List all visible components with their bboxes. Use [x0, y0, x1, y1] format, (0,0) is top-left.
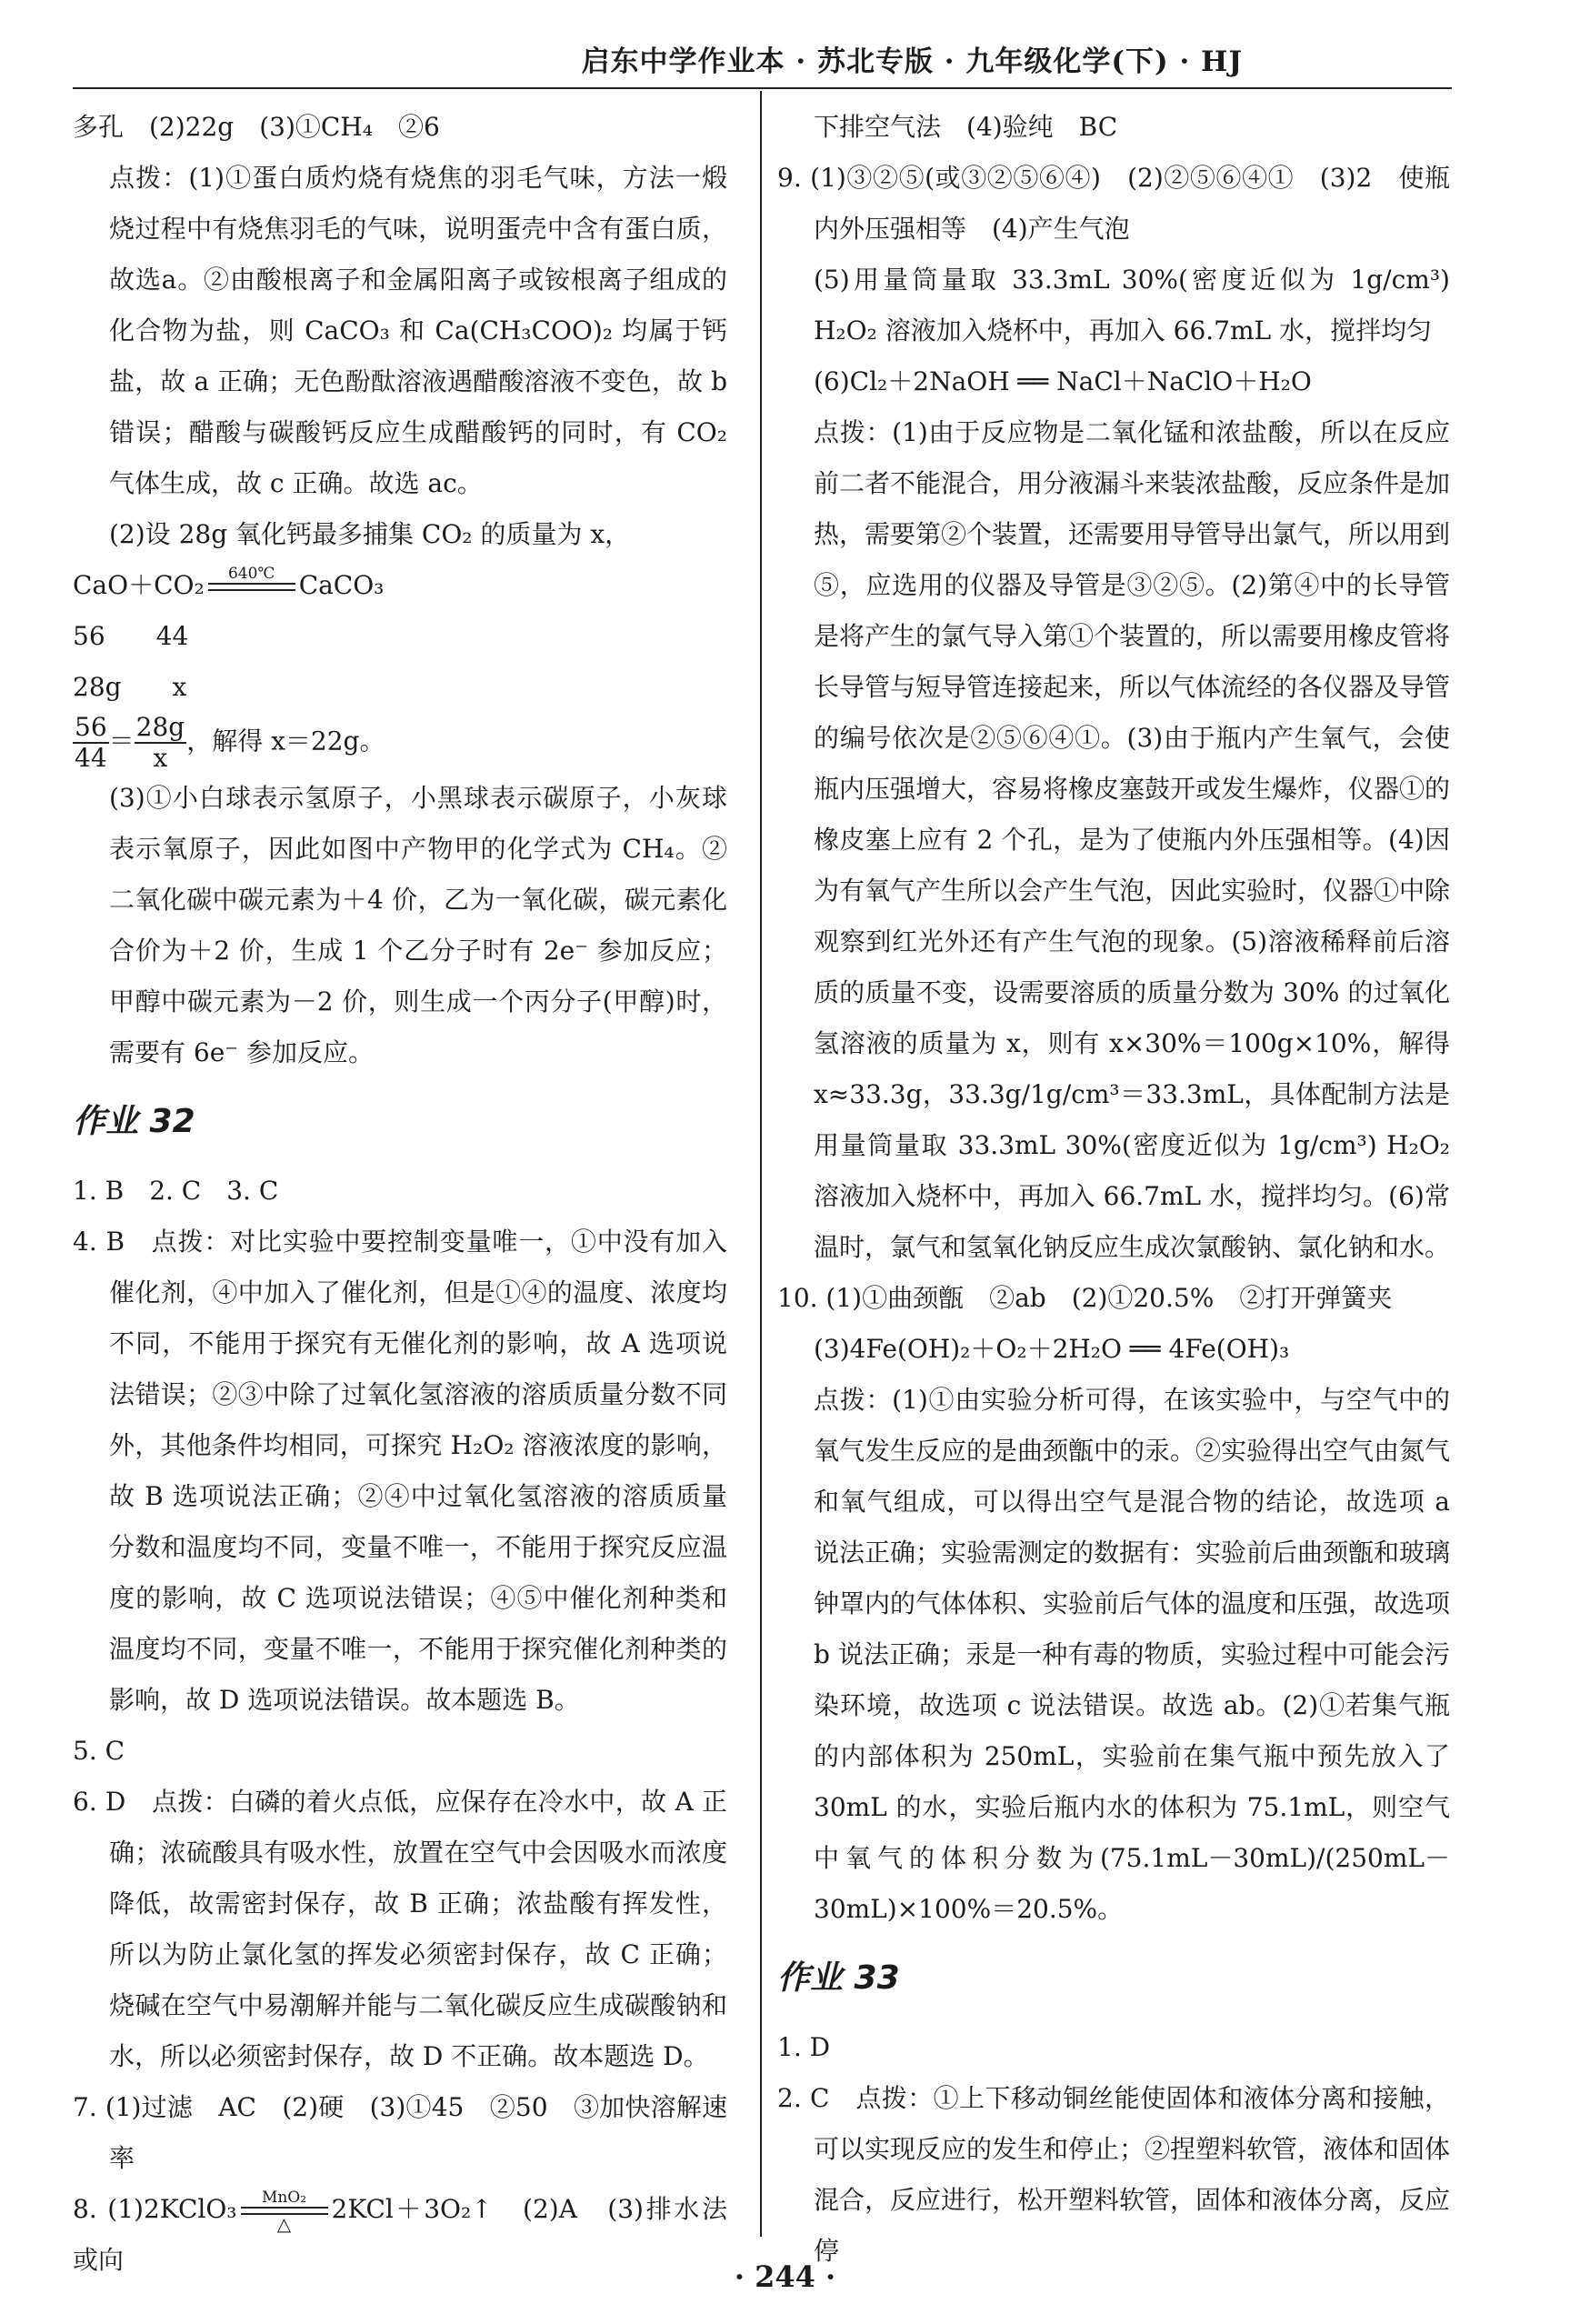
calc-intro: (2)设 28g 氧化钙最多捕集 CO₂ 的质量为 x，	[109, 519, 631, 549]
answer-item: 9. (1)③②⑤(或③②⑤⑥④) (2)②⑤⑥④① (3)2 使瓶内外压强相等 (4)产生气泡	[777, 163, 1450, 244]
proportion-line: $\frac{56}{44}$ ＝ $\frac{28g}{x}$ ，解得 x＝22g。	[75, 712, 385, 773]
left-column	[73, 102, 727, 2286]
equals-bar	[208, 583, 295, 591]
answer-line: 多孔 (2)22g (3)①CH₄ ②6	[73, 112, 440, 142]
answer-item: 6. D 点拨：白磷的着火点低，应保存在冷水中，故 A 正确；浓硫酸具有吸水性，放置在空气中会因吸水而浓度降低，故需密封保存，故 B 正确；浓盐酸有挥发性，所以为防止氯化氢的挥发必须密封保存，故 C 正确；烧碱在空气中易潮解并能与二氧化碳反应生成碳酸钠和水，所以必须密封保存，故 D 不正确。故本题选 D。	[73, 1787, 727, 2071]
chemical-equation	[73, 560, 727, 611]
answer-item: 8. (1)2KClO₃ MnO₂ △ 2KCl＋3O₂↑ (2)A (3)排水法或向	[73, 2189, 727, 2275]
answer-line: (3)4Fe(OH)₂＋O₂＋2H₂O ══ 4Fe(OH)₃	[814, 1334, 1290, 1364]
answer-item: 4. B 点拨：对比实验中要控制变量唯一，①中没有加入催化剂，④中加入了催化剂，但是①④的温度、浓度均不同，不能用于探究有无催化剂的影响，故 A 选项说法错误；②③中除了过氧化氢溶液的溶质质量分数不同外，其他条件均相同，可探究 H₂O₂ 溶液浓度的影响，故 B 选项说法正确；②④中过氧化氢溶液的溶质质量分数和温度均不同，变量不唯一，不能用于探究反应温度的影响，故 C 选项说法错误；④⑤中催化剂种类和温度均不同，变量不唯一，不能用于探究催化剂种类的影响，故 D 选项说法错误。故本题选 B。	[73, 1227, 727, 1715]
reaction-condition	[208, 565, 295, 609]
answer-line: 下排空气法 (4)验纯 BC	[814, 112, 1118, 142]
mass-row: 28g x	[73, 672, 187, 702]
fraction: $\frac{28g}{x}$	[135, 712, 185, 773]
equation-products: CaCO₃	[298, 570, 385, 600]
proportion-result: ，解得 x＝22g。	[186, 726, 385, 756]
page-number: · 244 ·	[734, 2259, 836, 2294]
equation-reactants: CaO＋CO₂	[73, 570, 205, 600]
catalyst-label: MnO₂	[261, 2189, 307, 2207]
right-column	[777, 102, 1450, 2277]
section-heading: 作业 33	[777, 1959, 900, 1997]
condition-temperature: 640℃	[227, 565, 275, 583]
header-rule	[73, 87, 1452, 89]
running-header: 启东中学作业本 · 苏北专版 · 九年级化学(下) · HJ	[581, 45, 1243, 78]
answer-item: 7. (1)过滤 AC (2)硬 (3)①45 ②50 ③加快溶解速率	[73, 2092, 727, 2173]
tip-paragraph: 点拨：(1)由于反应物是二氧化锰和浓盐酸，所以在反应前二者不能混合，用分液漏斗来装浓盐酸，反应条件是加热，需要第②个装置，还需要用导管导出氯气，所以用到⑤，应选用的仪器及导管是③②⑤。(2)第④中的长导管是将产生的氯气导入第①个装置的，所以需要用橡皮管将长导管与短导管连接起来，所以气体流经的各仪器及导管的编号依次是②⑤⑥④①。(3)由于瓶内产生氧气，会使瓶内压强增大，容易将橡皮塞鼓开或发生爆炸，仪器①的橡皮塞上应有 2 个孔，是为了使瓶内外压强相等。(4)因为有氧气产生所以会产生气泡，因此实验时，仪器①中除观察到红光外还有产生气泡的现象。(5)溶液稀释前后溶质的质量不变，设需要溶质的质量分数为 30% 的过氧化氢溶液的质量为 x，则有 x×30%＝100g×10%，解得 x≈33.3g，33.3g/1g/cm³＝33.3mL，具体配制方法是用量筒量取 33.3mL 30%(密度近似为 1g/cm³) H₂O₂ 溶液加入烧杯中，再加入 66.7mL 水，搅拌均匀。(6)常温时，氯气和氢氧化钠反应生成次氯酸钠、氯化钠和水。	[814, 417, 1451, 1262]
section-heading: 作业 32	[73, 1103, 195, 1140]
answer-line: 1. B 2. C 3. C	[73, 1176, 279, 1206]
heat-symbol: △	[276, 2213, 292, 2235]
answer-item: 2. C 点拨：①上下移动铜丝能使固体和液体分离和接触，可以实现反应的发生和停止；②捏塑料软管，液体和固体混合，反应进行，松开塑料软管，固体和液体分离，反应停	[777, 2083, 1451, 2266]
answer-line: (5)用量筒量取 33.3mL 30%(密度近似为 1g/cm³) H₂O₂ 溶液加入烧杯中，再加入 66.7mL 水，搅拌均匀	[814, 265, 1450, 346]
answer-line: 1. D	[777, 2032, 831, 2062]
answer-line: 5. C	[73, 1736, 125, 1766]
reaction-condition	[241, 2189, 328, 2233]
column-divider	[760, 91, 762, 2237]
answer-line: (6)Cl₂＋2NaOH ══ NaCl＋NaClO＋H₂O	[814, 366, 1312, 396]
tip-paragraph: (3)①小白球表示氢原子，小黑球表示碳原子，小灰球表示氧原子，因此如图中产物甲的化学式为 CH₄。②二氧化碳中碳元素为＋4 价，乙为一氧化碳，碳元素化合价为＋2 价，生成 1 个乙分子时有 2e⁻ 参加反应；甲醇中碳元素为－2 价，则生成一个丙分子(甲醇)时，需要有 6e⁻ 参加反应。	[109, 783, 727, 1067]
molar-mass-row: 56 44	[73, 621, 189, 651]
tip-paragraph: 点拨：(1)①蛋白质灼烧有烧焦的羽毛气味，方法一煅烧过程中有烧焦羽毛的气味，说明蛋壳中含有蛋白质，故选a。②由酸根离子和金属阳离子或铵根离子组成的化合物为盐，则 CaCO₃ 和 Ca(CH₃COO)₂ 均属于钙盐，故 a 正确；无色酚酞溶液遇醋酸溶液不变色，故 b 错误；醋酸与碳酸钙反应生成醋酸钙的同时，有 CO₂ 气体生成，故 c 正确。故选 ac。	[109, 163, 727, 498]
fraction: $\frac{56}{44}$	[75, 712, 107, 773]
answer-item: 10. (1)①曲颈甑 ②ab (2)①20.5% ②打开弹簧夹	[777, 1283, 1393, 1313]
tip-paragraph: 点拨：(1)①由实验分析可得，在该实验中，与空气中的氧气发生反应的是曲颈甑中的汞。②实验得出空气由氮气和氧气组成，可以得出空气是混合物的结论，故选项 a 说法正确；实验需测定的数据有：实验前后曲颈甑和玻璃钟罩内的气体体积、实验前后气体的温度和压强，故选项 b 说法正确；汞是一种有毒的物质，实验过程中可能会污染环境，故选项 c 说法错误。故选 ab。(2)①若集气瓶的内部体积为 250mL，实验前在集气瓶中预先放入了 30mL 的水，实验后瓶内水的体积为 75.1mL，则空气中氧气的体积分数为(75.1mL－30mL)/(250mL－30mL)×100%＝20.5%。	[814, 1385, 1451, 1924]
